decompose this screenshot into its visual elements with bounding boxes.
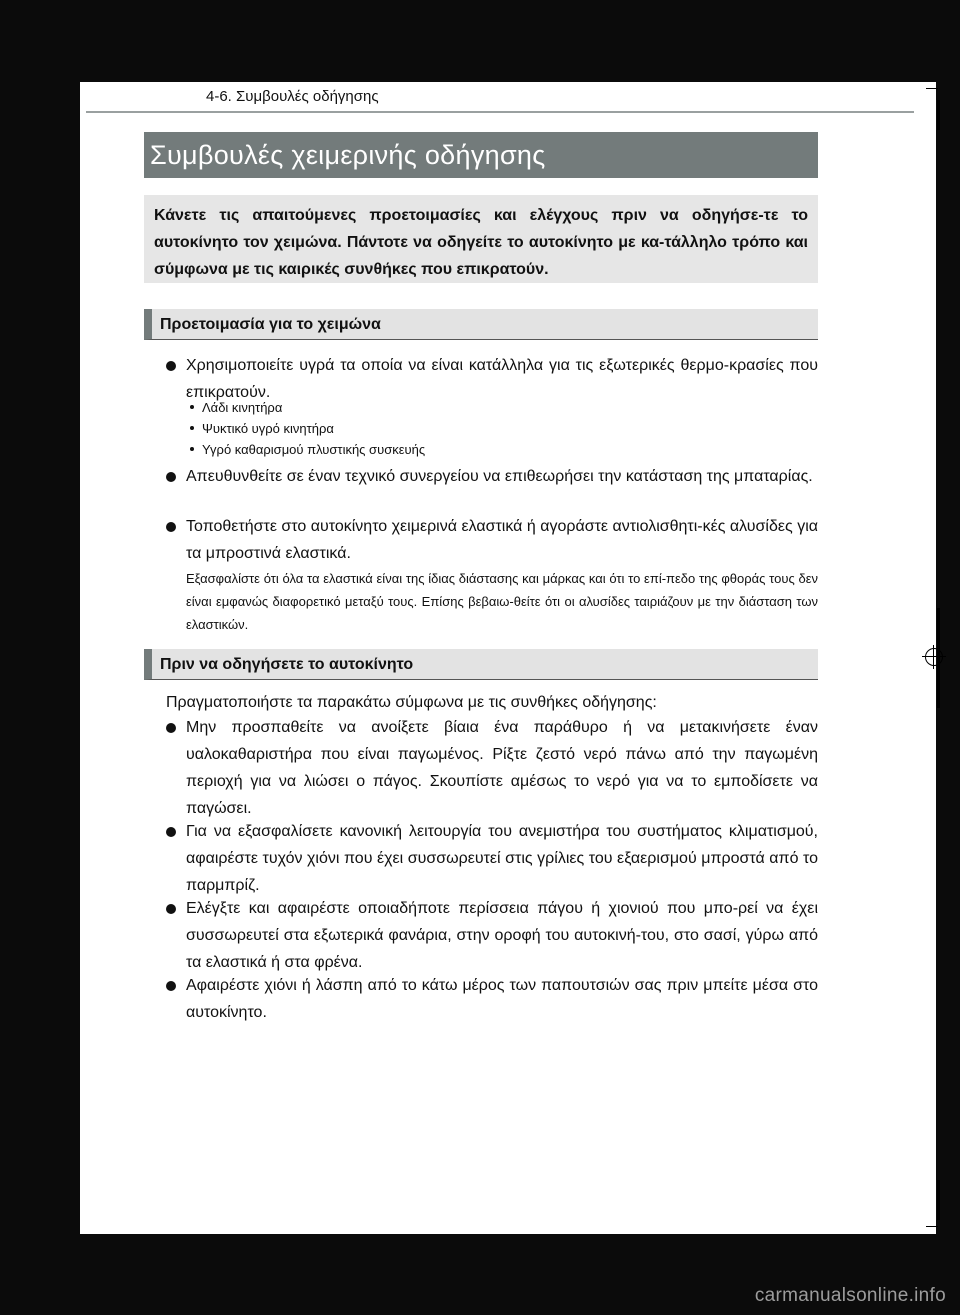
- sub-bullet-dot: [190, 426, 194, 430]
- bullet-dot: [166, 904, 176, 914]
- sub-bullet-dot: [190, 447, 194, 451]
- manual-page: [80, 82, 936, 1234]
- bullet-text: Για να εξασφαλίσετε κανονική λειτουργία του ανεμιστήρα του συστήματος κλιματισμού, αφαιρέστε τυχόν χιόνι που έχει συσσωρευτεί στις γρίλιες του εξαερισμού μπροστά από το παρμπρίζ.: [186, 823, 818, 894]
- watermark: carmanualsonline.info: [754, 1285, 946, 1306]
- subitem-washer-fluid: [190, 441, 425, 459]
- crop-mark: [926, 88, 938, 89]
- bullet-text: Μην προσπαθείτε να ανοίξετε βίαια ένα παράθυρο ή να μετακινήσετε έναν υαλοκαθαριστήρα που είναι παγωμένος. Ρίξτε ζεστό νερό πάνω από την παγωμένη περιοχή για να λιώσει ο πάγος. Σκουπίστε αμέσως το νερό για να το εμποδίσετε να παγώσει.: [186, 719, 818, 817]
- bullet-dot: [166, 361, 176, 371]
- bullet-text: Τοποθετήστε στο αυτοκίνητο χειμερινά ελαστικά ή αγοράστε αντιολισθητι-κές αλυσίδες για τα μπροστινά ελαστικά.: [186, 518, 818, 562]
- bullet-dot: [166, 723, 176, 733]
- registration-mark: [925, 648, 943, 666]
- bullet-text: Απευθυνθείτε σε έναν τεχνικό συνεργείου να επιθεωρήσει την κατάσταση της μπαταρίας.: [186, 468, 813, 485]
- bullet-dot: [166, 472, 176, 482]
- running-head: 4-6. Συμβουλές οδήγησης: [206, 88, 379, 105]
- section-heading-winter-prep: Προετοιμασία για το χειμώνα: [144, 309, 818, 340]
- bullet-vents: [166, 818, 818, 899]
- bullet-text: Χρησιμοποιείτε υγρά τα οποία να είναι κατάλληλα για τις εξωτερικές θερμο-κρασίες που επικρατούν.: [186, 357, 818, 401]
- subitem-coolant: [190, 420, 334, 438]
- bullet-dot: [166, 981, 176, 991]
- bullet-ice-removal: [166, 895, 818, 976]
- subitem-text: Υγρό καθαρισμού πλυστικής συσκευής: [202, 442, 426, 457]
- bullet-dot: [166, 827, 176, 837]
- header-rule: [86, 111, 914, 113]
- section-lead: Πραγματοποιήστε τα παρακάτω σύμφωνα με τις συνθήκες οδήγησης:: [166, 694, 657, 711]
- bullet-frozen-window: [166, 714, 818, 822]
- intro-box: Κάνετε τις απαιτούμενες προετοιμασίες και ελέγχους πριν να οδηγήσε-τε το αυτοκίνητο τον χειμώνα. Πάντοτε να οδηγείτε το αυτοκίνητο με κα-τάλληλο τρόπο και σύμφωνα με τις καιρικές συνθήκες που επικρατούν.: [144, 195, 818, 283]
- tire-note: Εξασφαλίστε ότι όλα τα ελαστικά είναι της ίδιας διάστασης και μάρκας και ότι το επί-πεδο της φθοράς τους δεν είναι εμφανώς διαφορετικό μεταξύ τους. Επίσης βεβαιω-θείτε ότι οι αλυσίδες ταιριάζουν με την διάσταση των ελαστικών.: [186, 571, 818, 632]
- crop-mark: [926, 1226, 938, 1227]
- page-title: Συμβουλές χειμερινής οδήγησης: [144, 132, 818, 178]
- edge-bar: [937, 1180, 940, 1220]
- bullet-fluids: [166, 352, 818, 406]
- edge-bar: [937, 100, 940, 130]
- section-heading-before-driving: Πριν να οδηγήσετε το αυτοκίνητο: [144, 649, 818, 680]
- bullet-battery: [166, 463, 818, 490]
- subitem-text: Ψυκτικό υγρό κινητήρα: [202, 421, 334, 436]
- bullet-tires: [166, 513, 818, 567]
- bullet-dot: [166, 522, 176, 532]
- bullet-text: Ελέγξτε και αφαιρέστε οποιαδήποτε περίσσεια πάγου ή χιονιού που μπο-ρεί να έχει συσσωρευτεί στα εξωτερικά φανάρια, στην οροφή του αυτοκινή-του, στο σασί, γύρω από τα ελαστικά ή στα φρένα.: [186, 900, 818, 971]
- bullet-text: Αφαιρέστε χιόνι ή λάσπη από το κάτω μέρος των παπουτσιών σας πριν μπείτε μέσα στο αυτοκίνητο.: [186, 977, 818, 1021]
- bullet-shoes: [166, 972, 818, 1026]
- subitem-text: Λάδι κινητήρα: [202, 400, 283, 415]
- subitem-engine-oil: [190, 399, 282, 417]
- sub-bullet-dot: [190, 405, 194, 409]
